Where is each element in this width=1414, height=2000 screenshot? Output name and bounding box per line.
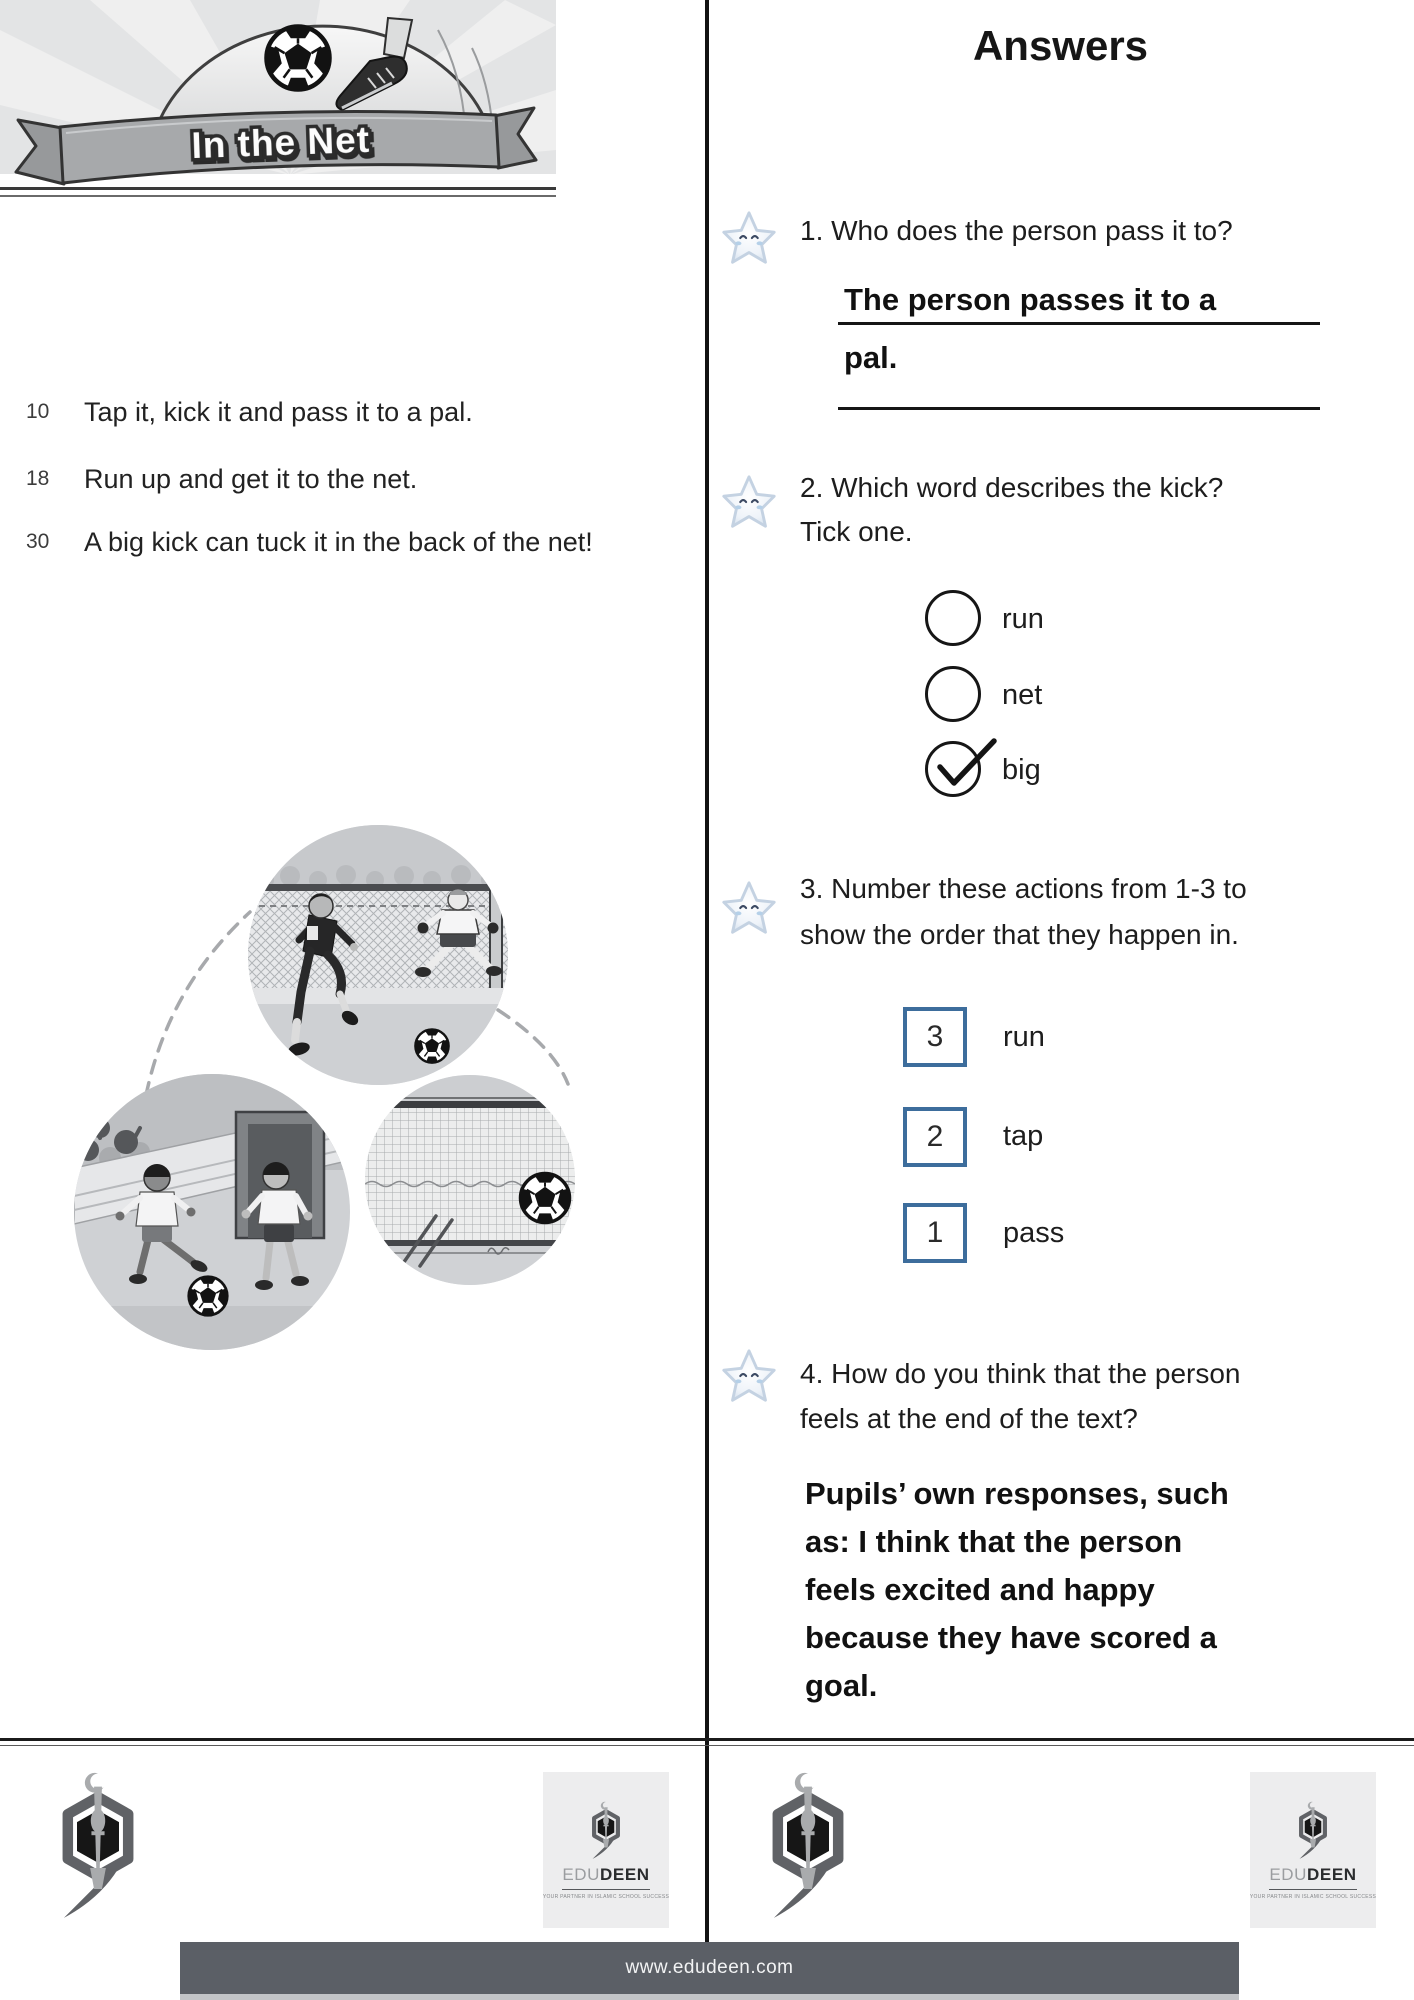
- order-box-pass[interactable]: [903, 1203, 967, 1263]
- question-1-label: 1. Who does the person pass it to?: [800, 215, 1233, 246]
- edudeen-mini-mark: [589, 1801, 623, 1861]
- footer-separator-line-thin: [0, 1745, 1414, 1746]
- star-icon: [718, 1346, 780, 1408]
- order-label-run: run: [1003, 1021, 1045, 1053]
- answer-1-line-2: pal.: [844, 340, 898, 375]
- order-box-run[interactable]: [903, 1007, 967, 1067]
- question-3-line-2: show the order that they happen in.: [800, 919, 1239, 950]
- order-label-pass: pass: [1003, 1217, 1065, 1249]
- edudeen-logo-badge: [543, 1772, 669, 1928]
- option-label-net: net: [1002, 679, 1043, 711]
- tick-icon: [928, 733, 1006, 797]
- banner-title: In the Net: [190, 118, 371, 167]
- brand-deen: DEEN: [1307, 1864, 1357, 1884]
- line-number: 30: [26, 530, 50, 553]
- question-2-label: [800, 466, 1223, 554]
- answer-4-line: feels excited and happy: [805, 1572, 1155, 1607]
- star-icon: [718, 472, 780, 534]
- option-circle-run[interactable]: [925, 590, 981, 646]
- scene-ball-in-net: [365, 1075, 577, 1288]
- wordmark-rule: [1269, 1889, 1357, 1890]
- line-number: 18: [26, 467, 50, 490]
- question-4-line-1: 4. How do you think that the person: [800, 1358, 1241, 1389]
- story-scenes-illustration: [0, 760, 640, 1360]
- brand-edu: EDU: [562, 1864, 601, 1884]
- order-number: 2: [926, 1120, 944, 1153]
- dashed-connector: [498, 1010, 568, 1084]
- question-3-line-1: 3. Number these actions from 1-3 to: [800, 873, 1247, 904]
- option-label-run: run: [1002, 603, 1044, 635]
- edudeen-mini-mark: [1296, 1801, 1330, 1861]
- star-icon: [718, 878, 780, 940]
- answer-rule: [838, 322, 1320, 325]
- answer-4-text: [805, 1470, 1229, 1710]
- question-4-label: [800, 1351, 1241, 1441]
- scene-kids-passing: [74, 1074, 351, 1352]
- passage-text: A big kick can tuck it in the back of the net!: [84, 527, 593, 557]
- brand-tagline: YOUR PARTNER IN ISLAMIC SCHOOL SUCCESS: [1249, 1893, 1377, 1900]
- question-4-line-2: feels at the end of the text?: [800, 1403, 1138, 1434]
- answer-1-line-1: The person passes it to a: [844, 282, 1217, 317]
- footer-separator-line: [0, 1738, 1414, 1741]
- question-2-line-2: Tick one.: [800, 516, 913, 547]
- order-label-tap: tap: [1003, 1120, 1044, 1152]
- brand-edu: EDU: [1269, 1864, 1308, 1884]
- order-number: 3: [926, 1020, 944, 1053]
- option-circle-net[interactable]: [925, 666, 981, 722]
- edudeen-logo-mark: [56, 1770, 140, 1924]
- order-box-tap[interactable]: [903, 1107, 967, 1167]
- edudeen-logo-mark: [766, 1770, 850, 1924]
- column-divider: [705, 0, 709, 1942]
- line-number: 10: [26, 400, 50, 423]
- order-number: 1: [926, 1216, 944, 1249]
- edudeen-wordmark: [1269, 1865, 1356, 1885]
- brand-deen: DEEN: [600, 1864, 650, 1884]
- answer-4-line: as: I think that the person: [805, 1524, 1183, 1559]
- answer-4-line: goal.: [805, 1668, 878, 1703]
- edudeen-wordmark: [562, 1865, 649, 1885]
- wordmark-rule: [562, 1889, 650, 1890]
- page-title: Answers: [972, 22, 1149, 69]
- edudeen-logo-badge: [1250, 1772, 1376, 1928]
- star-icon: [718, 208, 780, 270]
- question-3-label: [800, 866, 1247, 958]
- question-2-line-1: 2. Which word describes the kick?: [800, 472, 1224, 503]
- answer-rule: [838, 407, 1320, 410]
- answer-4-line: Pupils’ own responses, such: [805, 1476, 1229, 1511]
- option-label-big: big: [1002, 754, 1041, 786]
- passage-text: Run up and get it to the net.: [84, 464, 418, 494]
- banner-illustration: [0, 0, 556, 215]
- answer-4-line: because they have scored a: [805, 1620, 1217, 1655]
- scene-kick-at-goal: [248, 825, 510, 1088]
- footer-underbar: [180, 1994, 1239, 2000]
- footer-url[interactable]: www.edudeen.com: [625, 1957, 794, 1978]
- passage-text: Tap it, kick it and pass it to a pal.: [84, 397, 473, 427]
- footer-bar: [180, 1942, 1239, 1994]
- brand-tagline: YOUR PARTNER IN ISLAMIC SCHOOL SUCCESS: [542, 1893, 670, 1900]
